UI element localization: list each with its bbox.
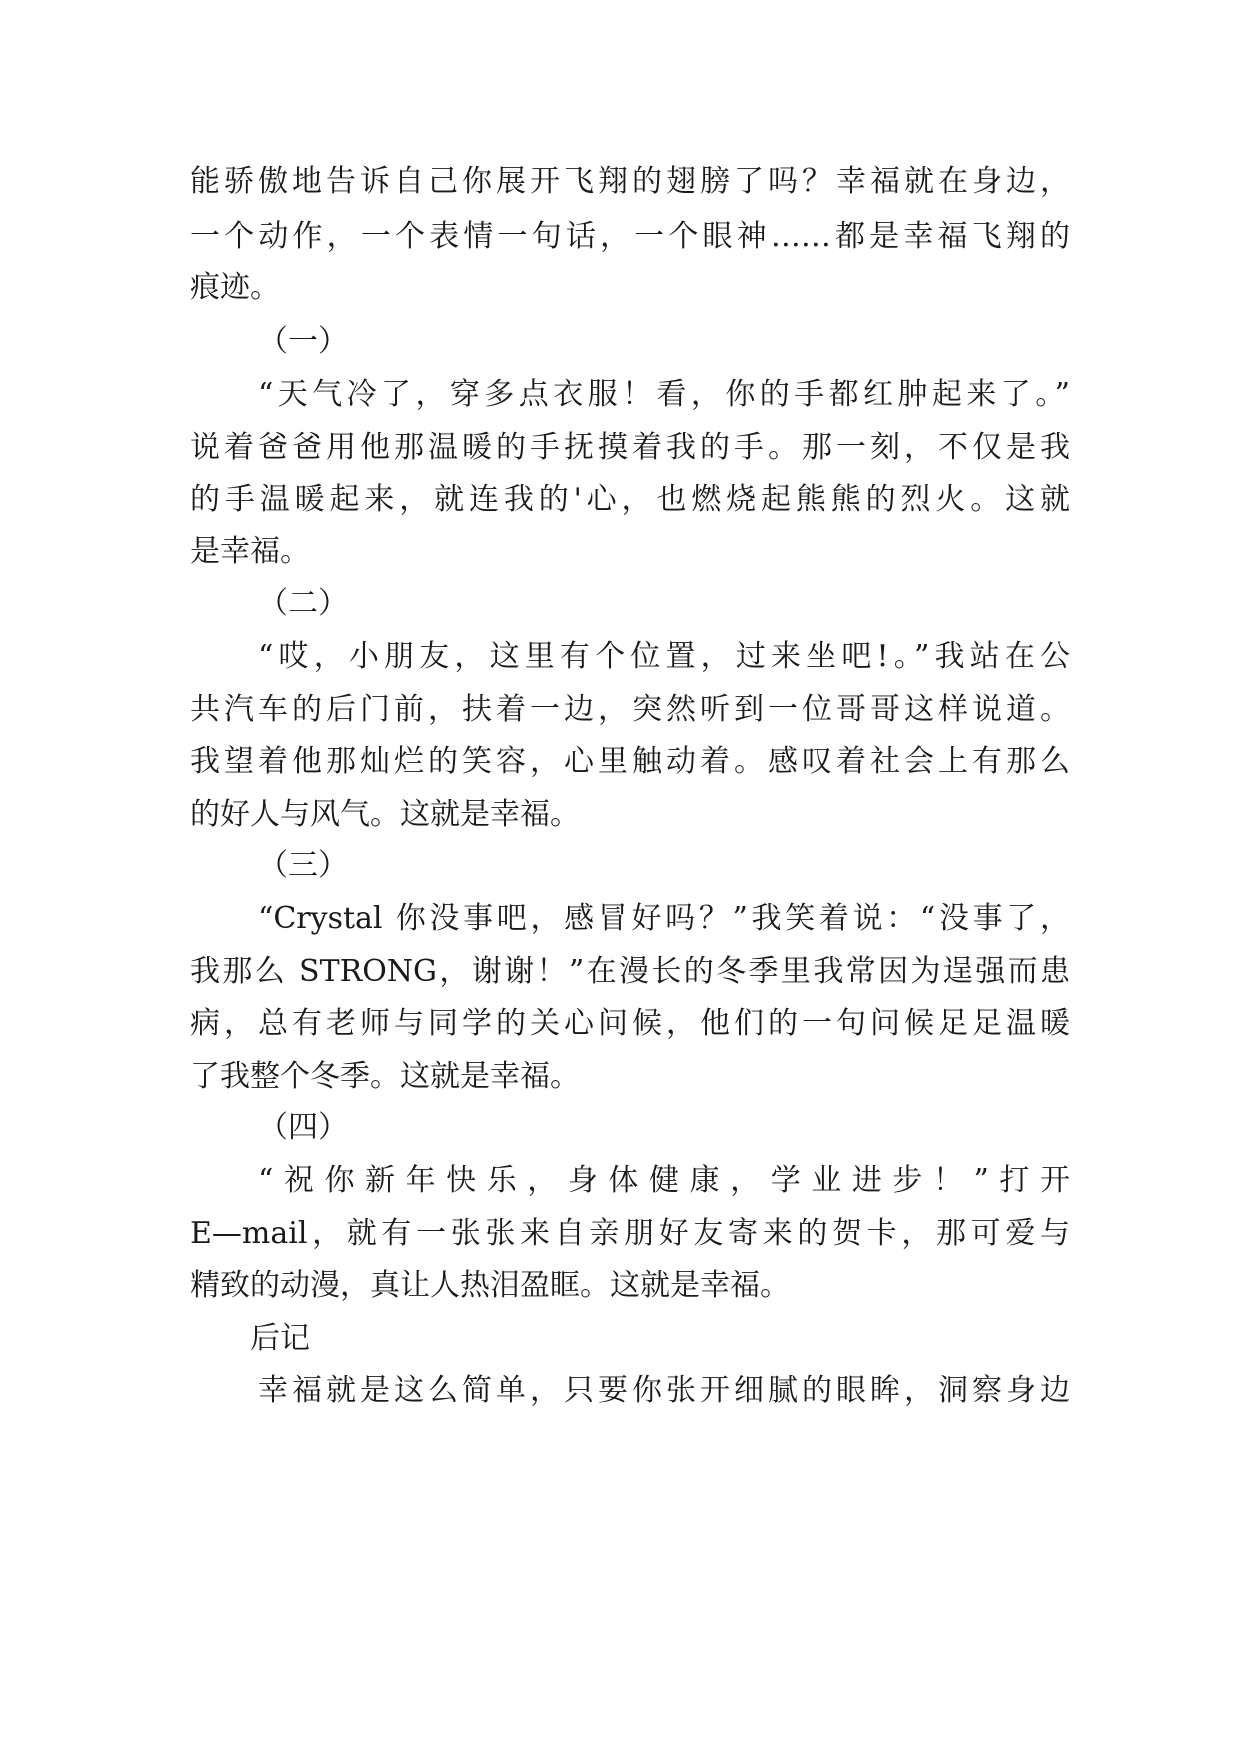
- text-line: 精致的动漫，真让人热泪盈眶。这就是幸福。: [190, 1268, 790, 1303]
- text-line: 痕迹。: [190, 270, 280, 305]
- text-line: E—mail，就有一张张来自亲朋好友寄来的贺卡，那可爱与: [190, 1216, 1070, 1251]
- section-heading-1: （一）: [258, 324, 348, 359]
- section-heading-2: （二）: [258, 586, 348, 621]
- text-line: 我那么 STRONG，谢谢！”在漫长的冬季里我常因为逞强而患: [190, 954, 1070, 989]
- text-line: 说着爸爸用他那温暖的手抚摸着我的手。那一刻，不仅是我: [190, 430, 1070, 465]
- text-line: 幸福就是这么简单，只要你张开细腻的眼眸，洞察身边: [258, 1373, 1070, 1408]
- text-line: “天气冷了，穿多点衣服！看，你的手都红肿起来了。”: [258, 377, 1070, 412]
- text-line: 了我整个冬季。这就是幸福。: [190, 1059, 580, 1094]
- text-line: 病，总有老师与同学的关心问候，他们的一句问候足足温暖: [190, 1006, 1070, 1041]
- text-line: 能骄傲地告诉自己你展开飞翔的翅膀了吗？幸福就在身边，: [190, 164, 1070, 199]
- text-line: 我望着他那灿烂的笑容，心里触动着。感叹着社会上有那么: [190, 744, 1070, 779]
- section-heading-4: （四）: [258, 1110, 348, 1145]
- text-line: “祝你新年快乐，身体健康，学业进步！”打开: [258, 1163, 1070, 1198]
- section-heading-3: （三）: [258, 848, 348, 883]
- text-line: 是幸福。: [190, 534, 310, 569]
- text-line: 一个动作，一个表情一句话，一个眼神……都是幸福飞翔的: [190, 219, 1070, 254]
- text-line: 的好人与风气。这就是幸福。: [190, 797, 580, 832]
- text-line: “Crystal 你没事吧，感冒好吗？”我笑着说：“没事了，: [258, 901, 1070, 936]
- text-line: 的手温暖起来，就连我的'心，也燃烧起熊熊的烈火。这就: [190, 482, 1070, 517]
- afterword-heading: 后记: [250, 1321, 310, 1356]
- text-line: 共汽车的后门前，扶着一边，突然听到一位哥哥这样说道。: [190, 692, 1070, 727]
- text-line: “哎，小朋友，这里有个位置，过来坐吧!。”我站在公: [258, 639, 1070, 674]
